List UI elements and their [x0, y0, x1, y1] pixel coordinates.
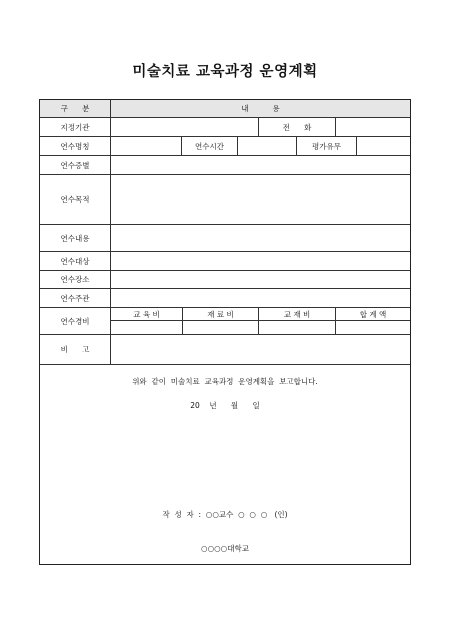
report-statement: 위와 같이 미술치료 교육과정 운영계획을 보고합니다. — [132, 377, 318, 386]
cell-divider — [356, 136, 357, 155]
header-category: 구 분 — [60, 104, 90, 113]
label-target: 연수대상 — [60, 256, 90, 266]
cost-header-textbook: 교 재 비 — [283, 309, 311, 319]
plan-form-table — [39, 99, 411, 565]
label-phone: 전 화 — [282, 122, 312, 132]
header-content: 내 용 — [241, 104, 280, 113]
row-divider — [40, 364, 410, 365]
label-organizer: 연수주관 — [60, 293, 90, 303]
label-evaluation: 평가유무 — [312, 141, 341, 151]
cell-divider — [237, 136, 238, 155]
label-training-content: 연수내용 — [60, 233, 90, 243]
writer-signature: 작 성 자 : ○○교수 ○ ○ ○ (인) — [162, 510, 288, 519]
document-title: 미술치료 교육과정 운영계획 — [132, 64, 318, 80]
report-date: 20 년 월 일 — [190, 401, 260, 410]
label-training-time: 연수시간 — [195, 141, 224, 151]
label-institution: 지정기관 — [60, 122, 90, 132]
cell-divider — [335, 117, 336, 136]
label-certificate: 연수증별 — [60, 160, 90, 170]
university-name: ○○○○대학교 — [201, 544, 249, 553]
label-training-name: 연수명칭 — [60, 141, 90, 151]
label-column-divider — [110, 100, 111, 364]
cost-header-tuition: 교 육 비 — [133, 309, 160, 319]
cost-subheader-divider — [110, 320, 410, 321]
label-cost: 연수경비 — [60, 316, 90, 326]
cost-header-total: 합 계 액 — [359, 309, 387, 319]
label-remarks: 비 고 — [60, 345, 90, 354]
label-purpose: 연수목적 — [60, 195, 90, 204]
label-venue: 연수장소 — [60, 275, 90, 284]
cost-header-materials: 재 료 비 — [207, 309, 234, 319]
